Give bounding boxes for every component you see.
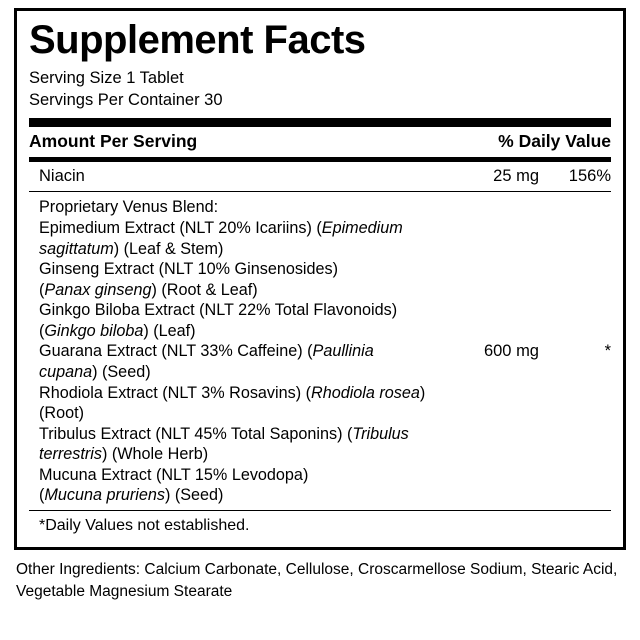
list-item — [39, 259, 449, 300]
list-item — [39, 465, 449, 506]
other-ingredients-text: Other Ingredients: Calcium Carbonate, Cellulose, Croscarmellose Sodium, Stearic Acid, Vegetable Magnesium Stearate — [16, 560, 618, 601]
list-item — [39, 424, 449, 465]
blend-daily-value: * — [604, 341, 611, 360]
daily-value-footnote: *Daily Values not established. — [39, 516, 250, 534]
blend-item-latin: Paullinia — [312, 342, 374, 361]
list-item — [39, 218, 449, 259]
servings-per-container-line: Servings Per Container 30 — [29, 91, 223, 110]
daily-value-header: % Daily Value — [498, 130, 611, 151]
blend-ingredient-list — [29, 197, 449, 506]
blend-item-text: ) — [419, 383, 426, 402]
serving-size-line: Serving Size 1 Tablet — [29, 69, 184, 87]
blend-item-text: Epimedium Extract (NLT 20% Icariins) ( — [39, 219, 322, 238]
blend-item-latin: Tribulus — [352, 424, 409, 443]
proprietary-blend-block — [29, 192, 611, 510]
nutrient-amount: 25 mg — [493, 166, 539, 185]
blend-item-latin: Mucuna pruriens — [44, 486, 165, 505]
divider-thick-top — [29, 118, 611, 127]
blend-heading: Proprietary Venus Blend: — [39, 197, 219, 216]
list-item — [39, 300, 449, 341]
blend-item-text: ) (Leaf) — [143, 321, 196, 340]
blend-item-latin: cupana — [39, 363, 93, 382]
blend-item-text: ) (Whole Herb) — [101, 445, 209, 464]
blend-item-latin: Panax ginseng — [44, 280, 152, 299]
blend-item-text: Rhodiola Extract (NLT 3% Rosavins) ( — [39, 383, 311, 402]
supplement-facts-panel — [14, 8, 626, 550]
blend-amount: 600 mg — [483, 341, 539, 360]
blend-item-latin: Rhodiola rosea — [311, 383, 420, 402]
page-title: Supplement Facts — [29, 18, 366, 62]
list-item — [39, 383, 449, 424]
blend-item-text: ( — [39, 280, 45, 299]
blend-item-text: ( — [39, 321, 45, 340]
blend-item-latin: terrestris — [39, 445, 102, 464]
list-item — [39, 341, 449, 382]
amount-per-serving-header: Amount Per Serving — [29, 130, 198, 151]
blend-item-latin: Ginkgo biloba — [44, 321, 144, 340]
blend-item-text: (Root) — [39, 404, 84, 423]
blend-item-text: ( — [39, 486, 45, 505]
nutrient-daily-value: 156% — [568, 166, 611, 185]
blend-item-text: ) (Root & Leaf) — [151, 280, 258, 299]
blend-item-text: Ginkgo Biloba Extract (NLT 22% Total Flavonoids) — [39, 301, 398, 320]
blend-item-text: ) (Leaf & Stem) — [113, 239, 224, 258]
blend-item-text: ) (Seed) — [92, 363, 151, 382]
blend-item-latin: Epimedium — [321, 219, 403, 238]
blend-item-text: Mucuna Extract (NLT 15% Levodopa) — [39, 465, 309, 484]
nutrient-name: Niacin — [39, 166, 85, 185]
blend-item-text: ) (Seed) — [164, 486, 224, 505]
table-row — [29, 162, 611, 191]
table-header-row — [29, 127, 611, 157]
blend-item-text: Ginseng Extract (NLT 10% Ginsenosides) — [39, 260, 339, 279]
blend-item-latin: sagittatum — [39, 239, 114, 258]
blend-item-text: Guarana Extract (NLT 33% Caffeine) ( — [39, 342, 313, 361]
blend-item-text: Tribulus Extract (NLT 45% Total Saponins) ( — [39, 424, 353, 443]
